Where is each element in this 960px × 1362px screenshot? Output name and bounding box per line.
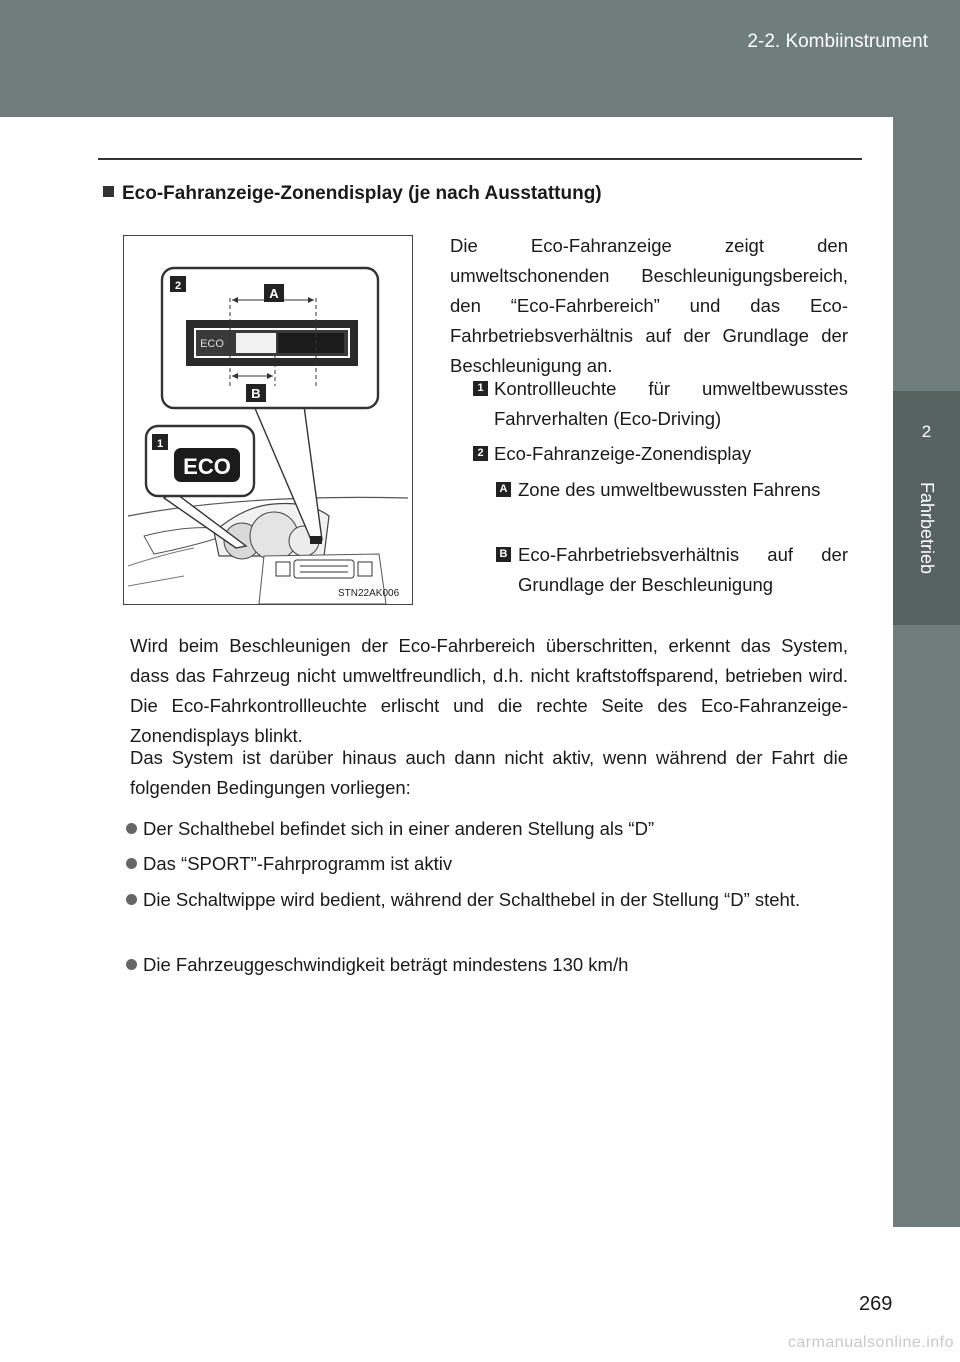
bullet-dot-icon	[126, 858, 137, 869]
list-item	[126, 849, 846, 879]
watermark: carmanualsonline.info	[787, 1334, 954, 1351]
figure-id: STN22AK006	[338, 588, 400, 599]
square-bullet-icon	[103, 186, 114, 197]
legend-key-b: B	[496, 547, 511, 562]
legend-key-1: 1	[473, 381, 488, 396]
list-item	[126, 950, 846, 980]
list-item	[126, 814, 846, 844]
bullet-dot-icon	[126, 959, 137, 970]
section-heading	[103, 183, 602, 205]
legend-key-2: 2	[473, 446, 488, 461]
marker-2: 2	[174, 280, 182, 292]
list-item-text: Der Schalthebel befindet sich in einer anderen Stellung als “D”	[143, 818, 655, 839]
list-item-text: Die Schaltwippe wird bedient, während der Schalthebel in der Stellung “D” steht.	[143, 889, 801, 910]
eco-indicator-label: ECO	[183, 454, 231, 479]
page-number: 269	[859, 1293, 893, 1315]
legend-item-2: Eco-Fahranzeige-Zonendisplay	[494, 443, 752, 464]
eco-display-label: ECO	[200, 338, 224, 350]
legend-item-a: Zone des umweltbewussten Fahrens	[518, 479, 821, 500]
chapter-title: 2-2. Kombiinstrument	[747, 31, 928, 52]
legend-item-1: Kontrollleuchte für umweltbewusstes Fahrverhalten (Eco-Driving)	[494, 378, 848, 429]
section-heading-text: Eco-Fahranzeige-Zonendisplay (je nach Ausstattung)	[122, 183, 602, 204]
side-tab-number: 2	[921, 422, 932, 441]
intro-paragraph: Die Eco-Fahranzeige zeigt den umweltschonenden Beschleunigungsbereich, den “Eco-Fahrbereich” und das Eco-Fahrbetriebsverhältnis auf der Grundlage der Beschleunigung an.	[450, 235, 848, 376]
dashboard-drawing	[124, 236, 412, 604]
list-item-text: Das “SPORT”-Fahrprogramm ist aktiv	[143, 853, 453, 874]
list-item-text: Die Fahrzeuggeschwindigkeit beträgt mindestens 130 km/h	[143, 954, 629, 975]
legend-key-a: A	[496, 482, 511, 497]
bullet-dot-icon	[126, 894, 137, 905]
marker-a: A	[269, 286, 279, 301]
dashboard-illustration	[123, 235, 413, 605]
legend-item-b: Eco-Fahrbetriebsverhältnis auf der Grundlage der Beschleunigung	[518, 544, 848, 595]
header-band	[0, 0, 960, 117]
paragraph-2: Das System ist darüber hinaus auch dann nicht aktiv, wenn während der Fahrt die folgenden Bedingungen vorliegen:	[130, 747, 848, 798]
header-rule	[98, 158, 862, 160]
marker-1: 1	[156, 438, 164, 450]
side-tab-label: Fahrbetrieb	[917, 482, 937, 575]
list-item	[126, 885, 826, 915]
bullet-dot-icon	[126, 823, 137, 834]
paragraph-1: Wird beim Beschleunigen der Eco-Fahrbereich überschritten, erkennt das System, dass das Fahrzeug nicht umweltfreundlich, d.h. nicht kraftstoffsparend, betrieben wird. Die Eco-Fahrkontrollleuchte erlischt und die rechte Seite des Eco-Fahranzeige-Zonendisplays blinkt.	[130, 635, 848, 746]
marker-b: B	[251, 386, 261, 401]
side-tab	[893, 117, 960, 1227]
